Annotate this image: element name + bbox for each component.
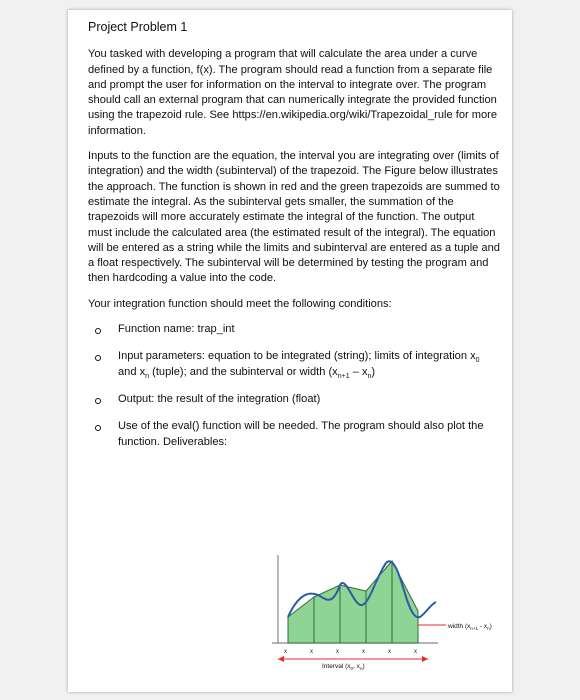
tick-label-5: x (414, 649, 417, 655)
input-params-text-a: Input parameters: equation to be integrated (string); limits of integration x (118, 350, 476, 363)
x-axis-ticks (284, 649, 417, 655)
trapezoid-1 (288, 597, 314, 643)
subscript-n-plus-1: n+1 (337, 372, 350, 380)
width-label: width $(x_{n+1} - x_n)$ (448, 623, 492, 631)
interval-arrow-left-head (278, 656, 284, 662)
input-params-text-b: and x (118, 365, 146, 378)
trapezoid-4 (366, 561, 392, 643)
subscript-n: n (145, 372, 150, 380)
trapezoid-rule-figure (258, 547, 538, 677)
interval-arrow-right-head (422, 656, 428, 662)
list-item-eval: Use of the eval() function will be needed. The program should also plot the function. Deliverables: (88, 419, 500, 450)
list-item-output: Output: the result of the integration (float) (88, 392, 500, 407)
document-page (68, 10, 512, 692)
input-params-text-e: ) (371, 365, 376, 378)
document-body (88, 20, 500, 462)
subscript-0: 0 (475, 357, 480, 365)
interval-label: Interval ($x_0$, $x_n$) (322, 663, 365, 671)
trapezoid-5 (392, 561, 418, 643)
tick-label-3: x (362, 649, 365, 655)
tick-label-0: x (284, 649, 287, 655)
paragraph-conditions: Your integration function should meet the following conditions: (88, 297, 392, 310)
input-params-text-d: – x (349, 365, 368, 378)
document-title: Project Problem 1 (88, 20, 188, 34)
trapezoid-3 (340, 585, 366, 643)
subscript-n-2: n (367, 372, 372, 380)
wikipedia-link[interactable]: https://en.wikipedia.org/wiki/Trapezoidal_rule (232, 109, 453, 122)
list-item-input-parameters (88, 349, 500, 380)
paragraph-intro-text: You tasked with developing a program that will calculate the area under a curve defined by a function, f(x). The program should read a function from a separate file and prompt the user for information on the interval to integrate over. The program should call an external program that can numerically integrate the provided function using the trapezoid rule. See (88, 48, 497, 122)
input-params-text-c: (tuple); and the subinterval or width (x (149, 365, 338, 378)
list-item-function-name: Function name: trap_int (88, 322, 500, 337)
paragraph-intro (88, 47, 500, 139)
paragraph-inputs: Inputs to the function are the equation, the interval you are integrating over (limits of integration) and the width (subinterval) of the trapezoid. The Figure below illustrates the approach. The function is shown in red and the green trapezoids are summed to estimate the integral. As the subinterval gets smaller, the summation of the trapezoids will more accurately estimate the integral of the function. The output must include the calculated area (the estimated result of the integral). The equation will be entered as a string while the limits and subinterval are entered as a tuple and a float respectively. The subinterval will be determined by testing the program and then hardcoding a value into the code. (88, 150, 500, 285)
tick-label-4: x (388, 649, 391, 655)
tick-label-2: x (336, 649, 339, 655)
tick-label-1: x (310, 649, 313, 655)
paragraph-intro-end: for more information. (88, 109, 498, 137)
conditions-list (88, 322, 500, 450)
